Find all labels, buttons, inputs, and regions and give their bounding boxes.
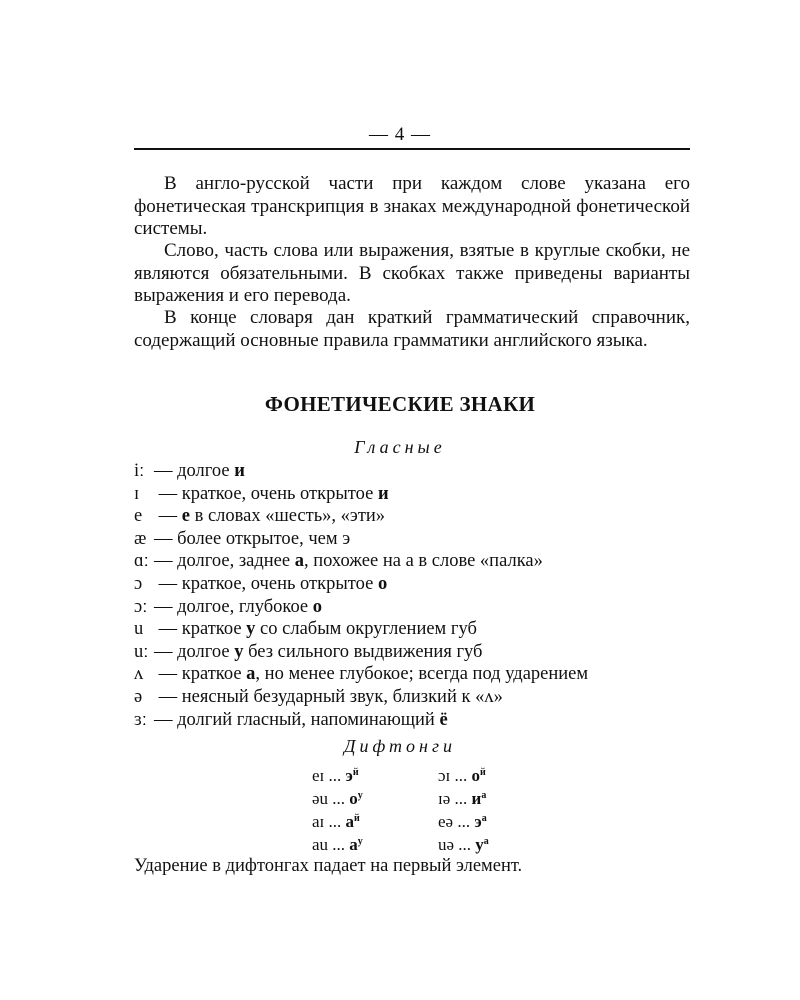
- vowel-desc: — долгое: [154, 641, 235, 662]
- vowel-desc-tail: , похожее на а в слове «палка»: [303, 551, 543, 572]
- intro-paragraph-2: Слово, часть слова или выражения, взятые в круглые скобки, не являются обязательными. В скобках также приведены варианты выражения и его перевода.: [134, 240, 690, 306]
- diphthong-base: о: [471, 766, 481, 785]
- ipa-symbol: ə: [134, 686, 143, 707]
- intro-paragraph-3: В конце словаря дан краткий грамматический справочник, содержащий основные правила грамматики английского языка.: [134, 307, 690, 351]
- vowel-sound: у: [246, 619, 256, 640]
- vowel-desc: — долгое, заднее: [154, 551, 295, 572]
- diphthong-glide: й: [352, 767, 359, 778]
- ipa-symbol: e: [134, 506, 143, 527]
- diphthong-row: [312, 833, 564, 856]
- diphthong-base: и: [471, 789, 482, 808]
- diphthong-glide: й: [354, 813, 360, 824]
- diphthong-ipa: əu ...: [312, 789, 350, 808]
- diphthong-row: [312, 764, 564, 787]
- vowel-sound: а: [294, 551, 304, 572]
- diphthong-table: [312, 764, 564, 856]
- vowel-sound: ё: [439, 709, 448, 730]
- vowel-row: [134, 573, 690, 596]
- diphthong-glide: у: [357, 790, 363, 801]
- diphthong-base: о: [349, 789, 358, 808]
- vowel-sound: а: [246, 664, 256, 685]
- diphthong-cell: [312, 787, 438, 810]
- vowel-row: [134, 663, 690, 686]
- vowel-desc-tail: , но менее глубокое; всегда под ударением: [255, 664, 589, 685]
- diphthong-cell: [312, 764, 438, 787]
- ipa-symbol: æ: [134, 528, 147, 549]
- ipa-symbol: u: [134, 619, 144, 640]
- diphthong-base: а: [349, 835, 358, 854]
- vowel-sound: о: [312, 596, 322, 617]
- diphthong-glide: а: [481, 790, 487, 801]
- vowel-list: [134, 460, 690, 731]
- diphthong-ipa: eɪ ...: [312, 766, 346, 785]
- diphthong-cell: [438, 787, 564, 810]
- vowel-sound: у: [234, 641, 244, 662]
- diphthong-ipa: ɔɪ ...: [438, 766, 472, 785]
- vowel-desc-tail: со слабым округлением губ: [255, 619, 477, 640]
- vowel-row: [134, 528, 690, 551]
- vowel-desc: — краткое: [154, 619, 247, 640]
- ipa-symbol: ɔ: [134, 573, 143, 594]
- diphthong-cell: [438, 833, 564, 856]
- vowel-desc: — краткое: [154, 664, 247, 685]
- diphthong-glide: й: [480, 767, 486, 778]
- diphthong-glide: а: [483, 836, 489, 847]
- vowel-row: [134, 618, 690, 641]
- diphthong-row: [312, 810, 564, 833]
- ipa-symbol: ʌ: [134, 664, 144, 685]
- ipa-symbol: ɔː: [134, 596, 148, 617]
- vowel-desc: — краткое, очень открытое: [154, 573, 378, 594]
- header-rule: [134, 148, 690, 150]
- vowel-row: [134, 709, 690, 732]
- vowel-desc: — неясный безударный звук, близкий к «ʌ»: [154, 686, 503, 707]
- diphthong-cell: [438, 764, 564, 787]
- intro-paragraph-1: В англо-русской части при каждом слове указана его фонетическая транскрипция в знаках международной фонетической системы.: [134, 173, 690, 239]
- vowel-desc: — долгий гласный, напоминающий: [154, 709, 440, 730]
- vowel-row: [134, 686, 690, 709]
- diphthong-ipa: au ...: [312, 835, 350, 854]
- vowel-desc: — более открытое, чем э: [154, 528, 351, 549]
- vowel-desc: —: [154, 506, 182, 527]
- diphthong-ipa: uə ...: [438, 835, 476, 854]
- vowel-desc-tail: без сильного выдвижения губ: [243, 641, 483, 662]
- diphthong-base: а: [345, 812, 355, 831]
- ipa-symbol: ɜː: [134, 709, 147, 730]
- diphthong-base: у: [475, 835, 484, 854]
- vowel-row: [134, 596, 690, 619]
- vowel-desc: — краткое, очень открытое: [154, 483, 378, 504]
- vowel-sound: и: [234, 461, 245, 481]
- vowel-row: [134, 641, 690, 664]
- diphthongs-heading: Дифтонги: [344, 736, 456, 756]
- diphthong-stress-note: Ударение в дифтонгах падает на первый элемент.: [134, 856, 523, 876]
- ipa-symbol: ɑː: [134, 551, 149, 572]
- diphthong-cell: [312, 810, 438, 833]
- vowel-desc: — долгое, глубокое: [154, 596, 313, 617]
- diphthong-row: [312, 787, 564, 810]
- ipa-symbol: ɪ: [134, 483, 140, 504]
- vowel-desc-tail: в словах «шесть», «эти»: [189, 506, 386, 527]
- vowel-sound: е: [181, 506, 190, 527]
- vowel-row: [134, 505, 690, 528]
- diphthong-ipa: eə ...: [438, 812, 475, 831]
- diphthong-glide: а: [481, 813, 487, 824]
- ipa-symbol: iː: [134, 461, 145, 481]
- page-number: — 4 —: [369, 124, 431, 145]
- diphthong-cell: [312, 833, 438, 856]
- vowels-heading: Гласные: [354, 437, 446, 457]
- vowel-sound: и: [377, 483, 389, 504]
- diphthong-glide: у: [357, 836, 363, 847]
- vowel-row: [134, 460, 690, 483]
- section-title: ФОНЕТИЧЕСКИЕ ЗНАКИ: [264, 392, 536, 416]
- ipa-symbol: uː: [134, 641, 149, 662]
- diphthong-base: э: [474, 812, 482, 831]
- vowel-desc: — долгое: [154, 461, 235, 481]
- vowel-sound: о: [377, 573, 388, 594]
- vowel-row: [134, 483, 690, 506]
- diphthong-ipa: aɪ ...: [312, 812, 346, 831]
- diphthong-base: э: [345, 766, 353, 785]
- vowel-row: [134, 550, 690, 573]
- diphthong-ipa: ɪə ...: [438, 789, 472, 808]
- diphthong-cell: [438, 810, 564, 833]
